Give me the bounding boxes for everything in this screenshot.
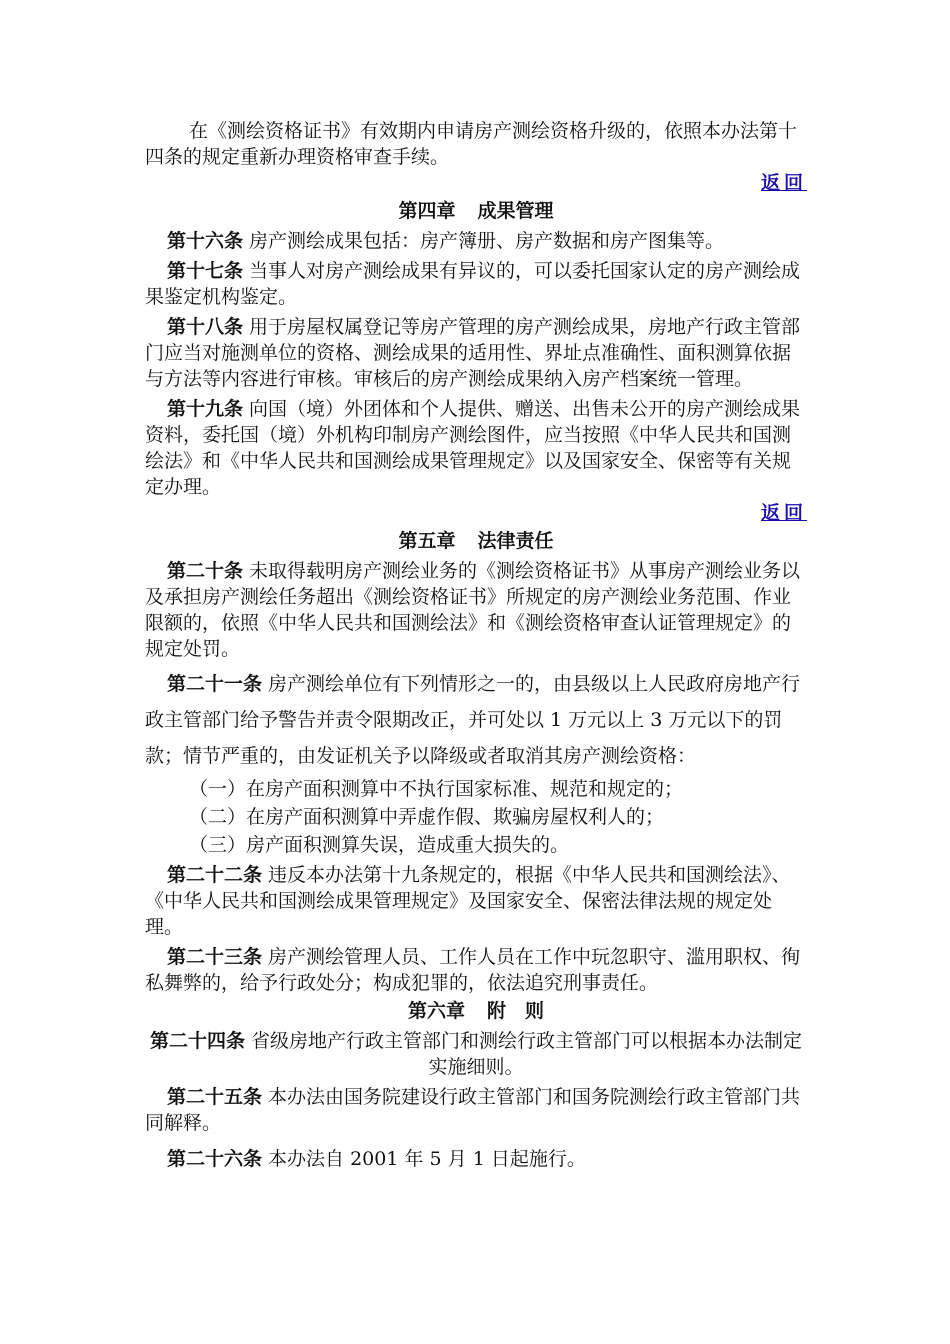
return-link-row <box>145 500 807 526</box>
article-text: 当事人对房产测绘成果有异议的，可以委托国家认定的房产测绘成果鉴定机构鉴定。 <box>145 260 801 308</box>
article-label: 第二十条 <box>167 560 244 582</box>
article-21 <box>145 666 807 774</box>
article-22 <box>145 862 807 940</box>
return-link[interactable]: 返回 <box>760 502 807 524</box>
article-21-item-2: （二）在房产面积测算中弄虚作假、欺骗房屋权利人的； <box>189 806 665 828</box>
article-text: 省级房地产行政主管部门和测绘行政主管部门可以根据本办法制定实施细则。 <box>244 1030 803 1078</box>
article-label: 第十八条 <box>167 316 244 338</box>
article-label: 第二十一条 <box>167 673 263 695</box>
article-25 <box>145 1084 807 1136</box>
article-18 <box>145 314 807 392</box>
article-label: 第二十五条 <box>167 1086 263 1108</box>
article-text: 房产测绘成果包括：房产簿册、房产数据和房产图集等。 <box>243 230 725 252</box>
article-text: 违反本办法第十九条规定的，根据《中华人民共和国测绘法》、《中华人民共和国测绘成果管理规定》及国家安全、保密法律法规的规定处理。 <box>145 864 791 938</box>
article-17 <box>145 258 807 310</box>
chapter-number: 第六章 <box>407 1000 465 1022</box>
article-label: 第十七条 <box>167 260 244 282</box>
return-link-row <box>145 170 807 196</box>
article-21-item-3: （三）房产面积测算失误，造成重大损失的。 <box>189 834 570 856</box>
article-text: 本办法自 2001 年 5 月 1 日起施行。 <box>262 1148 586 1170</box>
article-16 <box>145 228 807 254</box>
chapter-title: 成果管理 <box>477 200 554 222</box>
article-21-item-1: （一）在房产面积测算中不执行国家标准、规范和规定的； <box>189 778 684 800</box>
chapter-6-heading <box>145 998 807 1024</box>
article-23 <box>145 944 807 996</box>
chapter-5-heading <box>145 528 807 554</box>
article-19 <box>145 396 807 500</box>
chapter-4-heading <box>145 198 807 224</box>
article-text: 房产测绘管理人员、工作人员在工作中玩忽职守、滥用职权、徇私舞弊的，给予行政处分；构成犯罪的，依法追究刑事责任。 <box>145 946 801 994</box>
article-24 <box>145 1028 807 1080</box>
chapter-title: 附 则 <box>487 1000 545 1022</box>
article-label: 第十九条 <box>167 398 244 420</box>
article-label: 第十六条 <box>167 230 244 252</box>
document-body <box>145 118 807 1172</box>
article-26 <box>145 1146 807 1172</box>
article-text: 用于房屋权属登记等房产管理的房产测绘成果，房地产行政主管部门应当对施测单位的资格、测绘成果的适用性、界址点准确性、面积测算依据与方法等内容进行审核。审核后的房产测绘成果纳入房产档案统一管理。 <box>145 316 801 390</box>
article-label: 第二十二条 <box>167 864 263 886</box>
chapter-number: 第四章 <box>398 200 456 222</box>
intro-paragraph: 在《测绘资格证书》有效期内申请房产测绘资格升级的，依照本办法第十四条的规定重新办理资格审查手续。 <box>145 120 798 168</box>
article-20 <box>145 558 807 662</box>
chapter-number: 第五章 <box>398 530 456 552</box>
article-label: 第二十四条 <box>149 1030 245 1052</box>
article-text: 房产测绘单位有下列情形之一的，由县级以上人民政府房地产行政主管部门给予警告并责令限期改正，并可处以 1 万元以上 3 万元以下的罚款；情节严重的，由发证机关予以降级或者取消其房产测绘资格： <box>145 673 801 767</box>
article-text: 本办法由国务院建设行政主管部门和国务院测绘行政主管部门共同解释。 <box>145 1086 801 1134</box>
article-label: 第二十三条 <box>167 946 263 968</box>
article-text: 向国（境）外团体和个人提供、赠送、出售未公开的房产测绘成果资料，委托国（境）外机构印制房产测绘图件，应当按照《中华人民共和国测绘法》和《中华人民共和国测绘成果管理规定》以及国家安全、保密等有关规定办理。 <box>145 398 801 498</box>
chapter-title: 法律责任 <box>477 530 554 552</box>
article-text: 未取得载明房产测绘业务的《测绘资格证书》从事房产测绘业务以及承担房产测绘任务超出《测绘资格证书》所规定的房产测绘业务范围、作业限额的，依照《中华人民共和国测绘法》和《测绘资格审查认证管理规定》的规定处罚。 <box>145 560 801 660</box>
article-label: 第二十六条 <box>167 1148 263 1170</box>
return-link[interactable]: 返回 <box>760 172 807 194</box>
